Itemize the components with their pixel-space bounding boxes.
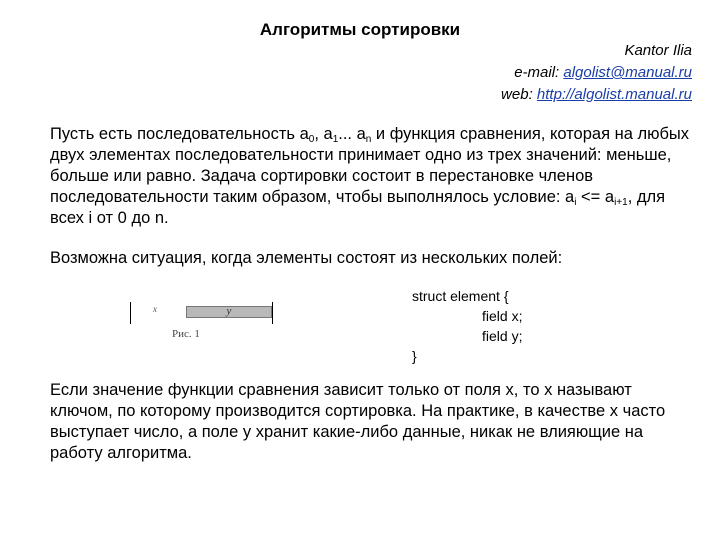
p1-text-3: ... a <box>338 125 366 143</box>
p1-text-6: , для всех i от 0 до n. <box>50 188 666 227</box>
p1-sub-i: i <box>574 197 577 208</box>
p1-sub-0: 0 <box>308 134 315 145</box>
paragraph-key: Если значение функции сравнения зависит только от поля x, то x называют ключом, по которому производится сортировка. На практике, в качестве x часто выступает число, а поле y хранит какие-либо данные, никак не влияющие на работу алгоритма. <box>50 381 666 462</box>
p1-text-4: и функция сравнения, которая на любых двух элементах последовательности принимает одно из трех значений: меньше, больше или равно. Задача сортировки состоит в перестановке членов последовательности таким образом, чтобы выполнялось условие: a <box>50 125 690 206</box>
author-name: Kantor Ilia <box>624 42 692 59</box>
paragraph-fields: Возможна ситуация, когда элементы состоят из нескольких полей: <box>50 249 563 267</box>
web-link[interactable]: http://algolist.manual.ru <box>536 86 692 103</box>
web-label: web: <box>501 86 537 103</box>
p1-text-1: Пусть есть последовательность a <box>50 125 309 143</box>
page-title: Алгоритмы сортировки <box>259 20 461 39</box>
figure-cell-x: x <box>153 304 157 314</box>
figure-element-fields <box>130 298 370 348</box>
p1-sub-1: 1 <box>332 134 339 145</box>
code-line-1: struct element { <box>412 288 509 304</box>
code-line-3: field y; <box>482 328 523 344</box>
code-struct <box>412 286 522 366</box>
p1-text-5: <= a <box>576 188 615 206</box>
p1-text-2: , a <box>314 125 333 143</box>
author-block <box>501 40 692 106</box>
code-line-4: } <box>412 348 417 364</box>
author-email-line <box>501 62 692 84</box>
p1-sub-n: n <box>365 134 372 145</box>
email-link[interactable]: algolist@manual.ru <box>563 64 692 81</box>
email-label: e-mail: <box>514 64 564 81</box>
figure-caption: Рис. 1 <box>172 328 200 340</box>
figure-cell-y: y <box>186 306 272 318</box>
author-web-line <box>501 84 692 106</box>
figure-right-bar <box>272 302 273 324</box>
code-line-2: field x; <box>482 308 523 324</box>
p1-sub-i1: i+1 <box>614 197 628 208</box>
paragraph-definition <box>50 124 690 229</box>
